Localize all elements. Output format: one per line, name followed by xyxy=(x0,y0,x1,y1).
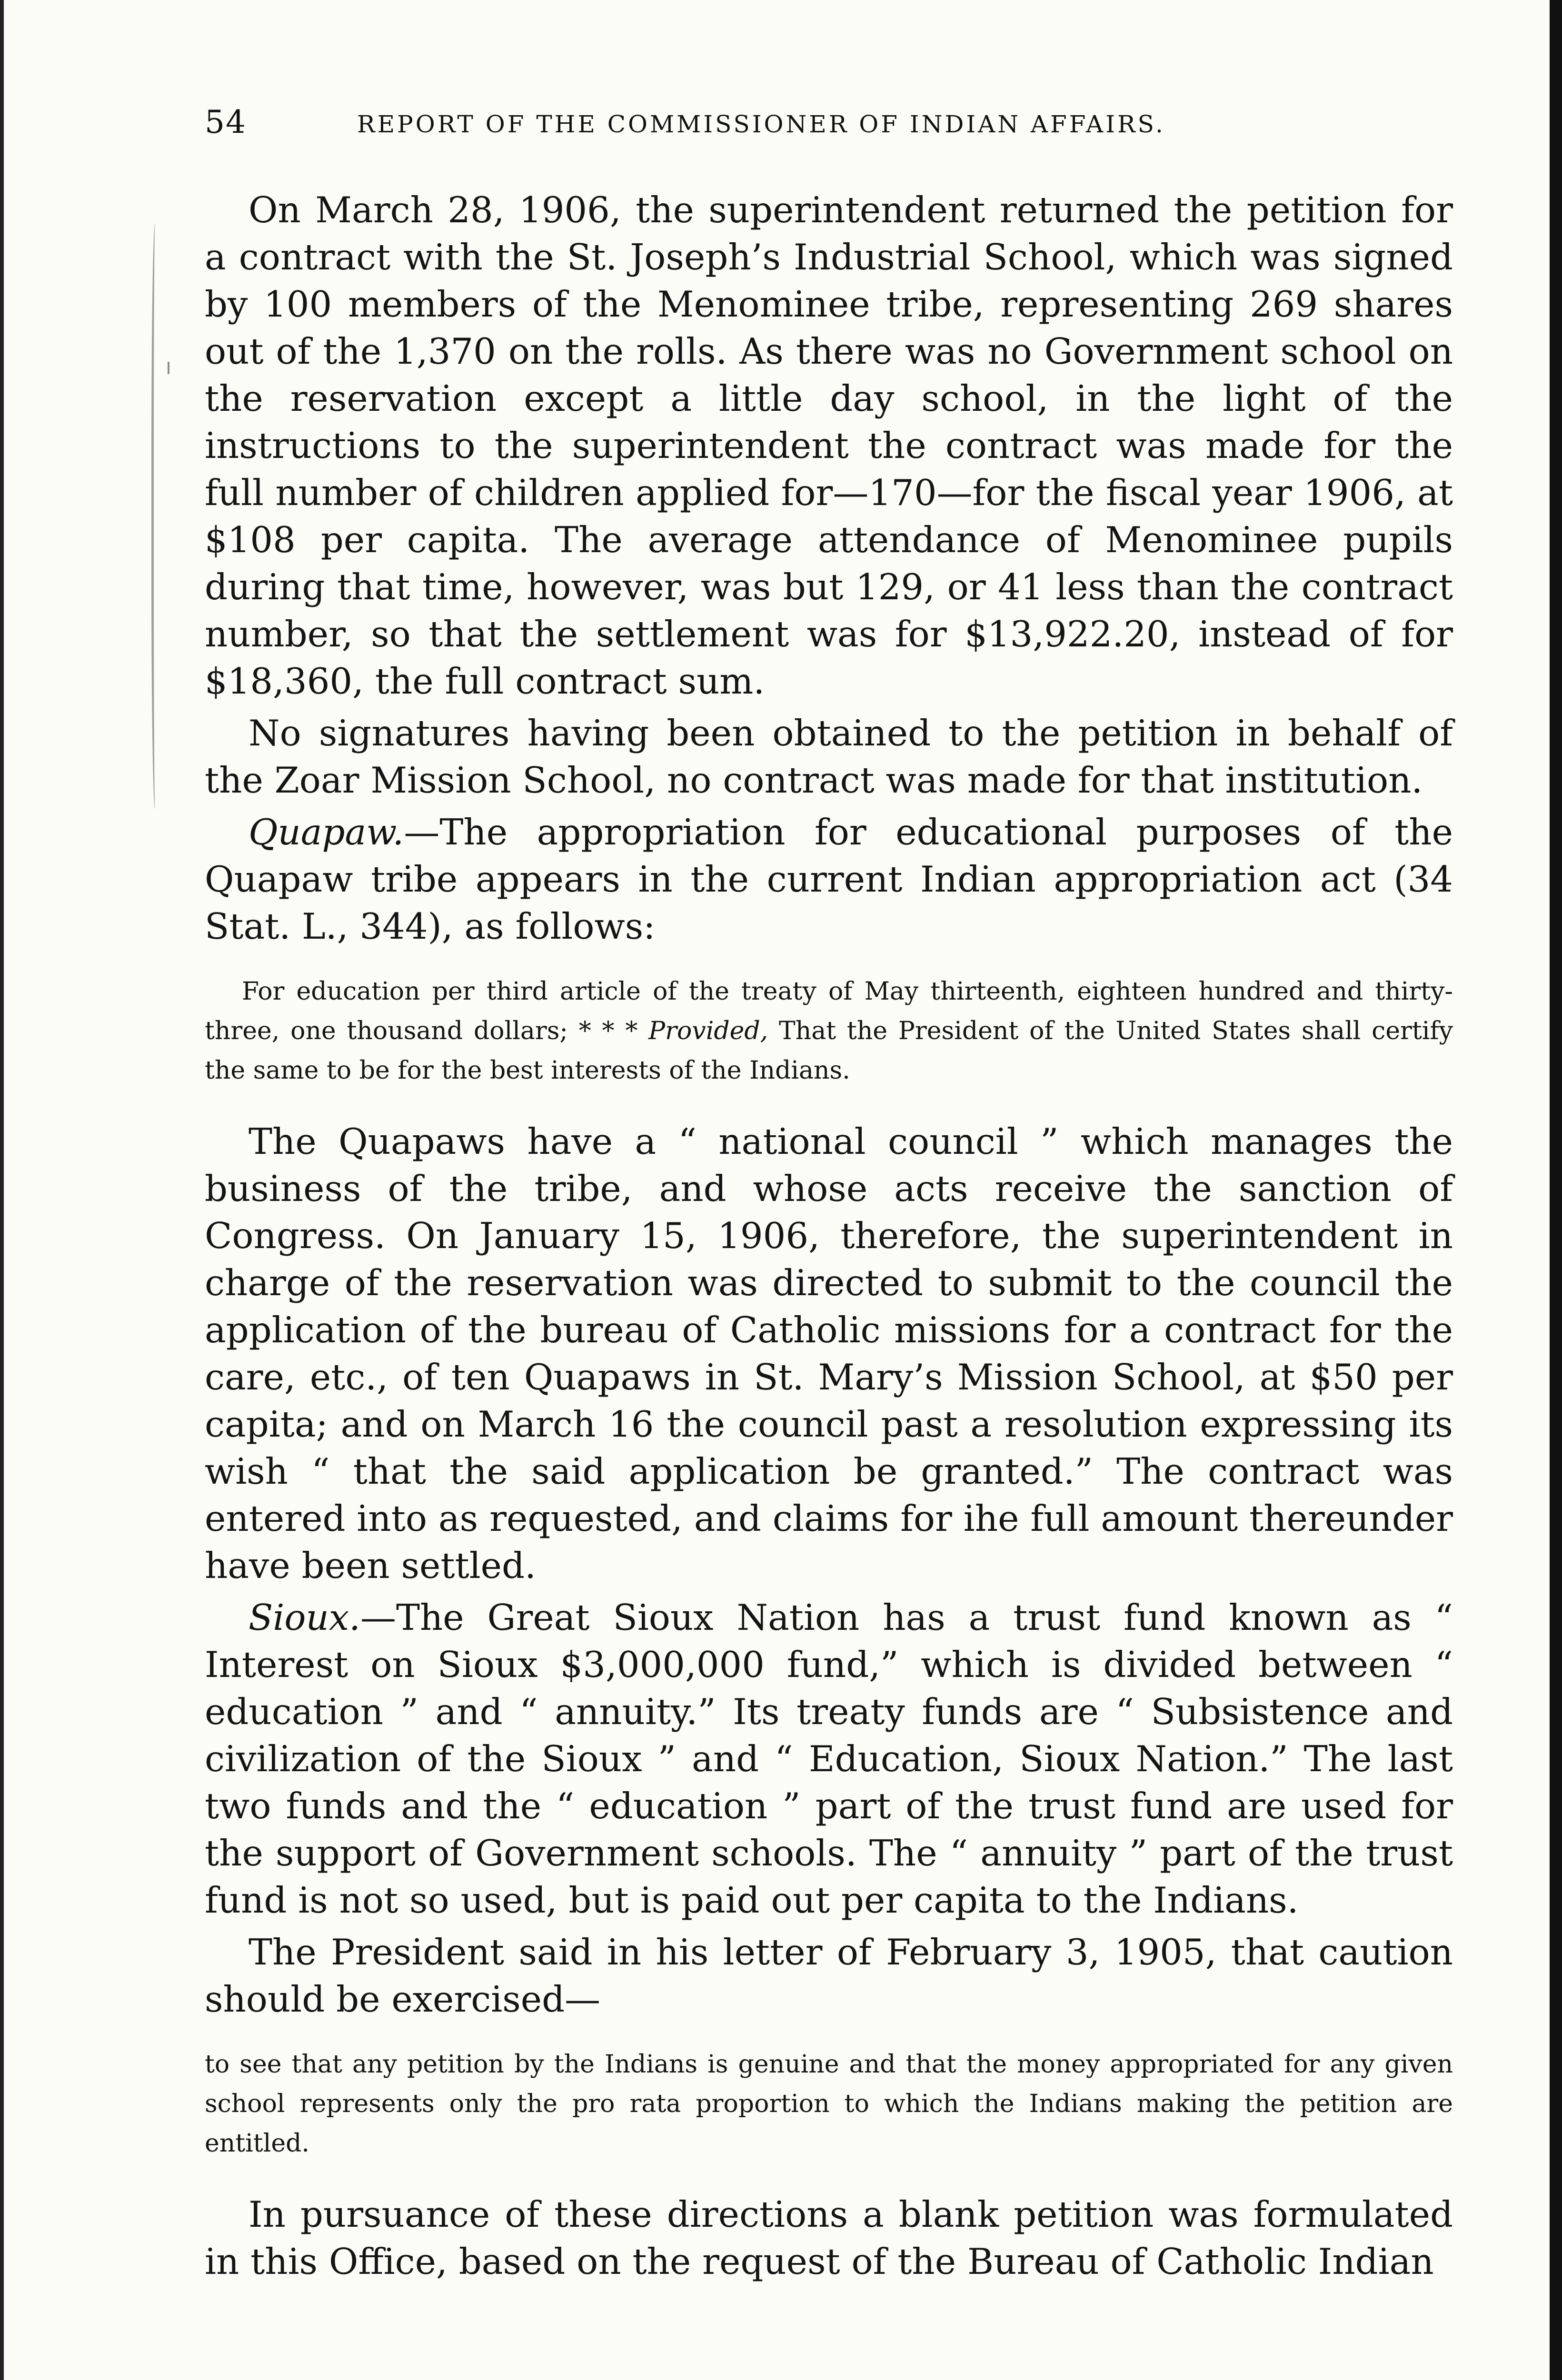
quapaw-heading: Quapaw. xyxy=(249,811,404,853)
page-number: 54 xyxy=(205,104,247,140)
quapaw-text: —The appropriation for educational purposes of the Quapaw tribe appears in the current Indian appropriation act (34 Stat. L., 344), as follows: xyxy=(205,811,1453,947)
body-text xyxy=(205,187,1453,2290)
paragraph-quapaw-council: The Quapaws have a “ national council ” which manages the business of the tribe, and whose acts receive the sanction of Congress. On January 15, 1906, therefore, the superintendent in charge of the reservation was directed to submit to the council the application of the bureau of Catholic missions for a contract for the care, etc., of ten Quapaws in St. Mary’s Mission School, at $50 per capita; and on March 16 the council past a resolution expressing its wish “ that the said application be granted.” The contract was entered into as requested, and claims for ihe full amount thereunder have been settled. xyxy=(205,1121,1453,1587)
paragraph-quapaw xyxy=(205,809,1453,950)
margin-pencil-tick xyxy=(168,362,169,374)
paragraph-zoar-mission: No signatures having been obtained to the petition in behalf of the Zoar Mission School, no contract was made for that institution. xyxy=(205,712,1453,801)
paragraph-sioux xyxy=(205,1594,1453,1924)
sioux-heading: Sioux. xyxy=(249,1597,360,1638)
quote-appropriation-end: That the President of the United States shall certify the same to be for the best interests of the Indians. xyxy=(205,1017,1453,1085)
scan-edge-left xyxy=(0,0,4,2380)
margin-pencil-mark xyxy=(151,224,160,809)
paragraph-president-letter: The President said in his letter of February 3, 1905, that caution should be exercised— xyxy=(205,1931,1453,2020)
quote-president-letter: to see that any petition by the Indians is genuine and that the money appropriated for any given school represents only the pro rata proportion to which the Indians making the petition are entitled. xyxy=(205,2050,1453,2158)
quote-provided: Provided, xyxy=(648,1017,768,1045)
paragraph-menominee-contract: On March 28, 1906, the superintendent returned the petition for a contract with the St. Joseph’s Industrial School, which was signed by 100 members of the Menominee tribe, representing 269 shares out of the 1,370 on the rolls. As there was no Government school on the reservation except a little day school, in the light of the instructions to the superintendent the contract was made for the full number of children applied for—170—for the fiscal year 1906, at $108 per capita. The average attendance of Menominee pupils during that time, however, was but 129, or 41 less than the contract number, so that the settlement was for $13,922.20, instead of for $18,360, the full contract sum. xyxy=(205,189,1453,702)
paragraph-blank-petition: In pursuance of these directions a blank petition was formulated in this Office, based on the request of the Bureau of Catholic Indian xyxy=(205,2193,1453,2282)
running-title: REPORT OF THE COMMISSIONER OF INDIAN AFFAIRS. xyxy=(357,110,1165,138)
quote-appropriation-act xyxy=(205,972,1453,1091)
quote-appropriation-start: For education per third article of the treaty of May thirteenth, eighteen hundred and thirty-three, one thousand dollars; * * * xyxy=(205,977,1453,1045)
sioux-text: —The Great Sioux Nation has a trust fund known as “ Interest on Sioux $3,000,000 fund,” which is divided between “ education ” and “ annuity.” Its treaty funds are “ Subsistence and civilization of the Sioux ” and “ Education, Sioux Nation.” The last two funds and the “ education ” part of the trust fund are used for the support of Government schools. The “ annuity ” part of the trust fund is not so used, but is paid out per capita to the Indians. xyxy=(205,1597,1453,1921)
scan-edge-right xyxy=(1550,0,1562,2380)
